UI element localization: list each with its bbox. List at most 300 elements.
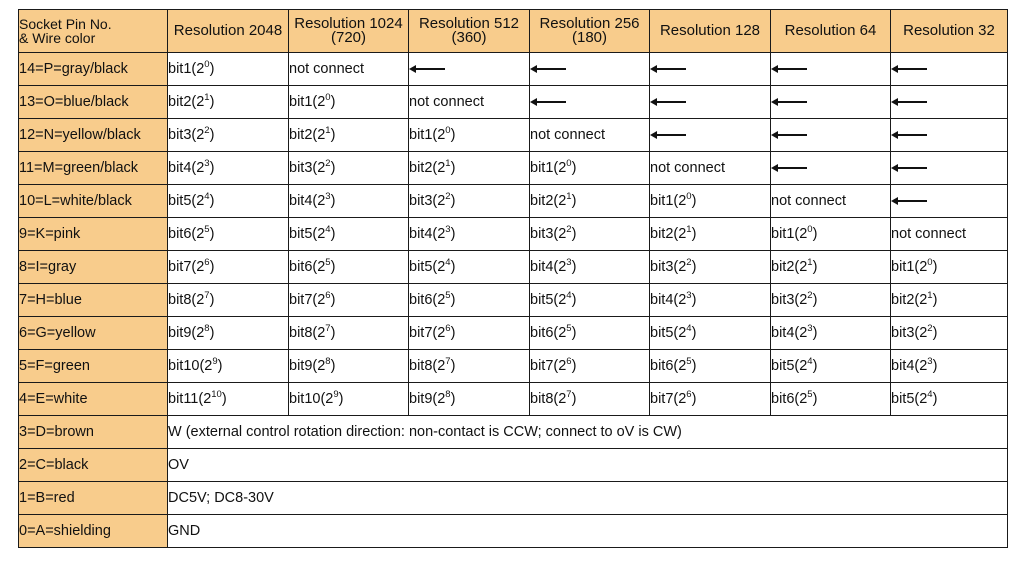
bit-close-paren: ) — [571, 292, 577, 308]
bit-label: bit3(2 — [771, 292, 808, 308]
bit-label: bit2(2 — [409, 160, 446, 176]
bit-close-paren: ) — [932, 292, 938, 308]
bit-exponent: 5 — [807, 389, 813, 400]
table-cell — [891, 251, 1008, 284]
pin-wire-label: 14=P=gray/black — [19, 53, 168, 86]
table-row — [19, 53, 1008, 86]
bit-exponent: 7 — [204, 290, 210, 301]
bit-label: bit4(2 — [409, 226, 446, 242]
bit-label: bit3(2 — [289, 160, 326, 176]
left-arrow-icon — [891, 131, 927, 139]
pin-wire-label: 2=C=black — [19, 449, 168, 482]
table-cell — [771, 350, 891, 383]
bit-close-paren: ) — [330, 226, 336, 242]
bit-exponent: 3 — [445, 224, 451, 235]
not-connect-label: not connect — [530, 127, 605, 143]
table-row — [19, 218, 1008, 251]
bit-exponent: 1 — [566, 191, 572, 202]
bit-label: bit4(2 — [650, 292, 687, 308]
left-arrow-icon — [771, 164, 807, 172]
left-arrow-icon — [891, 164, 927, 172]
table-row — [19, 350, 1008, 383]
bit-label: bit3(2 — [530, 226, 567, 242]
bit-exponent: 3 — [204, 158, 210, 169]
pin-resolution-table — [18, 9, 1008, 548]
table-cell — [771, 218, 891, 251]
bit-close-paren: ) — [571, 226, 577, 242]
bit-close-paren: ) — [450, 259, 456, 275]
table-cell — [650, 284, 771, 317]
bit-label: bit5(2 — [891, 391, 928, 407]
not-connect-label: not connect — [289, 61, 364, 77]
header-resolution-256: Resolution 256 (180) — [530, 10, 650, 53]
bit-close-paren: ) — [571, 259, 577, 275]
table-cell — [650, 53, 771, 86]
table-cell — [168, 317, 289, 350]
bit-close-paren: ) — [209, 226, 215, 242]
table-cell — [530, 284, 650, 317]
bit-label: bit3(2 — [650, 259, 687, 275]
table-cell — [289, 350, 409, 383]
table-cell — [530, 152, 650, 185]
bit-exponent: 3 — [325, 191, 331, 202]
table-cell — [891, 53, 1008, 86]
bit-close-paren: ) — [330, 94, 336, 110]
bit-exponent: 0 — [325, 92, 331, 103]
bit-label: bit9(2 — [168, 325, 205, 341]
table-cell — [409, 119, 530, 152]
not-connect-label: not connect — [650, 160, 725, 176]
bit-exponent: 4 — [445, 257, 451, 268]
table-cell — [530, 119, 650, 152]
bit-close-paren: ) — [450, 160, 456, 176]
bit-close-paren: ) — [691, 292, 697, 308]
bit-close-paren: ) — [450, 226, 456, 242]
bit-close-paren: ) — [691, 358, 697, 374]
bit-exponent: 8 — [204, 323, 210, 334]
bit-label: bit6(2 — [289, 259, 326, 275]
bit-close-paren: ) — [330, 259, 336, 275]
left-arrow-icon — [771, 131, 807, 139]
bit-close-paren: ) — [450, 325, 456, 341]
bit-label: bit7(2 — [409, 325, 446, 341]
table-cell — [409, 185, 530, 218]
left-arrow-icon — [891, 98, 927, 106]
bit-close-paren: ) — [571, 193, 577, 209]
bit-exponent: 6 — [325, 290, 331, 301]
bit-label: bit1(2 — [771, 226, 808, 242]
pin-function-description: GND — [168, 515, 1008, 548]
left-arrow-icon — [409, 65, 445, 73]
bit-exponent: 1 — [325, 125, 331, 136]
bit-exponent: 5 — [566, 323, 572, 334]
bit-label: bit7(2 — [650, 391, 687, 407]
bit-label: bit6(2 — [530, 325, 567, 341]
table-cell — [891, 86, 1008, 119]
left-arrow-icon — [650, 65, 686, 73]
bit-label: bit4(2 — [289, 193, 326, 209]
bit-exponent: 0 — [445, 125, 451, 136]
bit-close-paren: ) — [209, 259, 215, 275]
bit-label: bit2(2 — [891, 292, 928, 308]
table-cell — [891, 152, 1008, 185]
header-resolution-1024: Resolution 1024 (720) — [289, 10, 409, 53]
bit-label: bit5(2 — [168, 193, 205, 209]
bit-label: bit5(2 — [650, 325, 687, 341]
table-cell — [168, 185, 289, 218]
table-cell — [891, 119, 1008, 152]
header-resolution-64: Resolution 64 — [771, 10, 891, 53]
bit-exponent: 1 — [204, 92, 210, 103]
bit-label: bit4(2 — [891, 358, 928, 374]
bit-close-paren: ) — [209, 127, 215, 143]
bit-label: bit1(2 — [409, 127, 446, 143]
bit-label: bit4(2 — [168, 160, 205, 176]
table-cell — [771, 185, 891, 218]
table-cell — [650, 218, 771, 251]
bit-label: bit10(2 — [289, 391, 334, 407]
bit-close-paren: ) — [221, 391, 227, 407]
table-row — [19, 416, 1008, 449]
not-connect-label: not connect — [409, 94, 484, 110]
bit-exponent: 1 — [686, 224, 692, 235]
table-cell — [771, 119, 891, 152]
left-arrow-icon — [891, 197, 927, 205]
pin-wire-label: 6=G=yellow — [19, 317, 168, 350]
bit-close-paren: ) — [691, 391, 697, 407]
table-cell — [168, 53, 289, 86]
table-cell — [771, 317, 891, 350]
table-row — [19, 482, 1008, 515]
bit-close-paren: ) — [691, 193, 697, 209]
bit-close-paren: ) — [450, 127, 456, 143]
pin-wire-label: 12=N=yellow/black — [19, 119, 168, 152]
bit-label: bit8(2 — [168, 292, 205, 308]
pin-wire-label: 4=E=white — [19, 383, 168, 416]
bit-exponent: 5 — [325, 257, 331, 268]
bit-close-paren: ) — [571, 391, 577, 407]
table-cell — [771, 152, 891, 185]
table-row — [19, 515, 1008, 548]
table-cell — [891, 218, 1008, 251]
table-cell — [409, 383, 530, 416]
bit-exponent: 4 — [204, 191, 210, 202]
bit-close-paren: ) — [691, 259, 697, 275]
bit-close-paren: ) — [812, 358, 818, 374]
bit-close-paren: ) — [691, 226, 697, 242]
bit-exponent: 4 — [325, 224, 331, 235]
table-row — [19, 284, 1008, 317]
bit-exponent: 3 — [927, 356, 933, 367]
table-cell — [289, 317, 409, 350]
table-cell — [289, 119, 409, 152]
pin-wire-label: 10=L=white/black — [19, 185, 168, 218]
left-arrow-icon — [771, 98, 807, 106]
bit-label: bit2(2 — [289, 127, 326, 143]
bit-exponent: 5 — [686, 356, 692, 367]
bit-label: bit4(2 — [771, 325, 808, 341]
bit-exponent: 2 — [566, 224, 572, 235]
table-cell — [168, 284, 289, 317]
table-cell — [409, 317, 530, 350]
table-cell — [530, 86, 650, 119]
bit-exponent: 4 — [686, 323, 692, 334]
bit-label: bit3(2 — [409, 193, 446, 209]
bit-exponent: 4 — [566, 290, 572, 301]
bit-close-paren: ) — [209, 193, 215, 209]
left-arrow-icon — [530, 98, 566, 106]
table-row — [19, 383, 1008, 416]
bit-label: bit3(2 — [891, 325, 928, 341]
bit-exponent: 2 — [807, 290, 813, 301]
table-cell — [530, 218, 650, 251]
table-cell — [771, 251, 891, 284]
table-cell — [289, 383, 409, 416]
pin-wire-label: 0=A=shielding — [19, 515, 168, 548]
bit-exponent: 0 — [686, 191, 692, 202]
bit-label: bit7(2 — [168, 259, 205, 275]
table-row — [19, 86, 1008, 119]
bit-label: bit1(2 — [168, 61, 205, 77]
bit-exponent: 8 — [445, 389, 451, 400]
table-cell — [289, 152, 409, 185]
bit-close-paren: ) — [330, 127, 336, 143]
bit-label: bit6(2 — [409, 292, 446, 308]
table-cell — [650, 152, 771, 185]
bit-close-paren: ) — [812, 226, 818, 242]
pin-wire-label: 11=M=green/black — [19, 152, 168, 185]
bit-label: bit1(2 — [289, 94, 326, 110]
left-arrow-icon — [891, 65, 927, 73]
table-cell — [409, 350, 530, 383]
bit-label: bit8(2 — [289, 325, 326, 341]
table-cell — [530, 383, 650, 416]
bit-exponent: 10 — [211, 389, 222, 400]
pin-function-description: W (external control rotation direction: non-contact is CCW; connect to oV is CW) — [168, 416, 1008, 449]
table-cell — [168, 119, 289, 152]
table-cell — [409, 53, 530, 86]
table-cell — [289, 251, 409, 284]
table-cell — [409, 251, 530, 284]
bit-exponent: 8 — [325, 356, 331, 367]
bit-label: bit10(2 — [168, 358, 213, 374]
bit-label: bit2(2 — [168, 94, 205, 110]
bit-exponent: 2 — [686, 257, 692, 268]
bit-close-paren: ) — [932, 259, 938, 275]
bit-exponent: 0 — [927, 257, 933, 268]
bit-close-paren: ) — [209, 325, 215, 341]
bit-label: bit8(2 — [409, 358, 446, 374]
table-cell — [409, 218, 530, 251]
table-row — [19, 251, 1008, 284]
pin-wire-label: 9=K=pink — [19, 218, 168, 251]
bit-exponent: 3 — [807, 323, 813, 334]
table-cell — [771, 284, 891, 317]
bit-close-paren: ) — [330, 325, 336, 341]
bit-close-paren: ) — [932, 325, 938, 341]
header-resolution-512: Resolution 512 (360) — [409, 10, 530, 53]
bit-exponent: 6 — [566, 356, 572, 367]
bit-close-paren: ) — [209, 61, 215, 77]
header-resolution-2048: Resolution 2048 — [168, 10, 289, 53]
left-arrow-icon — [530, 65, 566, 73]
table-cell — [530, 53, 650, 86]
bit-exponent: 1 — [927, 290, 933, 301]
bit-close-paren: ) — [450, 358, 456, 374]
table-row — [19, 152, 1008, 185]
bit-close-paren: ) — [932, 391, 938, 407]
pin-wire-label: 3=D=brown — [19, 416, 168, 449]
pin-wire-label: 5=F=green — [19, 350, 168, 383]
bit-label: bit1(2 — [891, 259, 928, 275]
table-cell — [409, 86, 530, 119]
bit-exponent: 3 — [566, 257, 572, 268]
table-body — [19, 53, 1008, 548]
bit-exponent: 7 — [445, 356, 451, 367]
bit-exponent: 2 — [445, 191, 451, 202]
bit-exponent: 5 — [445, 290, 451, 301]
bit-exponent: 6 — [686, 389, 692, 400]
bit-exponent: 1 — [807, 257, 813, 268]
table-cell — [289, 86, 409, 119]
header-pin-column — [19, 10, 168, 53]
left-arrow-icon — [650, 131, 686, 139]
bit-label: bit7(2 — [530, 358, 567, 374]
table-cell — [891, 350, 1008, 383]
table-cell — [289, 218, 409, 251]
bit-label: bit9(2 — [289, 358, 326, 374]
bit-exponent: 2 — [927, 323, 933, 334]
bit-close-paren: ) — [209, 292, 215, 308]
table-cell — [409, 152, 530, 185]
bit-close-paren: ) — [330, 160, 336, 176]
header-pin-line1: Socket Pin No. — [19, 16, 112, 32]
pin-wire-label: 1=B=red — [19, 482, 168, 515]
bit-close-paren: ) — [217, 358, 223, 374]
table-cell — [168, 152, 289, 185]
bit-close-paren: ) — [571, 358, 577, 374]
bit-label: bit1(2 — [650, 193, 687, 209]
table-row — [19, 119, 1008, 152]
table-cell — [168, 218, 289, 251]
pin-wire-label: 8=I=gray — [19, 251, 168, 284]
bit-close-paren: ) — [812, 325, 818, 341]
bit-close-paren: ) — [571, 160, 577, 176]
bit-label: bit5(2 — [289, 226, 326, 242]
bit-close-paren: ) — [932, 358, 938, 374]
bit-exponent: 6 — [204, 257, 210, 268]
bit-label: bit5(2 — [771, 358, 808, 374]
table-cell — [650, 185, 771, 218]
table-cell — [771, 383, 891, 416]
table-cell — [891, 284, 1008, 317]
bit-label: bit5(2 — [530, 292, 567, 308]
bit-label: bit7(2 — [289, 292, 326, 308]
bit-exponent: 7 — [325, 323, 331, 334]
bit-exponent: 5 — [204, 224, 210, 235]
bit-label: bit2(2 — [771, 259, 808, 275]
not-connect-label: not connect — [771, 193, 846, 209]
bit-close-paren: ) — [209, 94, 215, 110]
bit-label: bit6(2 — [771, 391, 808, 407]
bit-label: bit8(2 — [530, 391, 567, 407]
bit-exponent: 4 — [807, 356, 813, 367]
bit-close-paren: ) — [812, 292, 818, 308]
bit-label: bit5(2 — [409, 259, 446, 275]
bit-close-paren: ) — [812, 259, 818, 275]
bit-close-paren: ) — [330, 358, 336, 374]
pin-wire-label: 7=H=blue — [19, 284, 168, 317]
bit-label: bit9(2 — [409, 391, 446, 407]
bit-exponent: 9 — [333, 389, 339, 400]
bit-exponent: 0 — [566, 158, 572, 169]
bit-label: bit4(2 — [530, 259, 567, 275]
pin-wire-label: 13=O=blue/black — [19, 86, 168, 119]
table-cell — [409, 284, 530, 317]
table-cell — [650, 119, 771, 152]
table-row — [19, 185, 1008, 218]
header-resolution-128: Resolution 128 — [650, 10, 771, 53]
left-arrow-icon — [771, 65, 807, 73]
bit-exponent: 0 — [807, 224, 813, 235]
bit-close-paren: ) — [330, 292, 336, 308]
left-arrow-icon — [650, 98, 686, 106]
bit-close-paren: ) — [450, 292, 456, 308]
table-cell — [530, 185, 650, 218]
bit-exponent: 0 — [204, 59, 210, 70]
table-cell — [771, 86, 891, 119]
table-cell — [168, 350, 289, 383]
bit-label: bit2(2 — [650, 226, 687, 242]
table-cell — [650, 251, 771, 284]
table-cell — [530, 251, 650, 284]
table-cell — [650, 317, 771, 350]
bit-label: bit11(2 — [168, 391, 212, 407]
bit-exponent: 2 — [204, 125, 210, 136]
table-cell — [289, 185, 409, 218]
table-row — [19, 317, 1008, 350]
header-resolution-32: Resolution 32 — [891, 10, 1008, 53]
header-row — [19, 10, 1008, 53]
bit-close-paren: ) — [450, 391, 456, 407]
bit-label: bit3(2 — [168, 127, 205, 143]
bit-close-paren: ) — [338, 391, 344, 407]
bit-label: bit6(2 — [168, 226, 205, 242]
bit-exponent: 9 — [212, 356, 218, 367]
bit-close-paren: ) — [812, 391, 818, 407]
bit-close-paren: ) — [571, 325, 577, 341]
bit-exponent: 4 — [927, 389, 933, 400]
pin-function-description: OV — [168, 449, 1008, 482]
table-cell — [168, 383, 289, 416]
table-cell — [650, 86, 771, 119]
bit-close-paren: ) — [209, 160, 215, 176]
pin-function-description: DC5V; DC8-30V — [168, 482, 1008, 515]
bit-close-paren: ) — [330, 193, 336, 209]
table-cell — [650, 350, 771, 383]
table-row — [19, 449, 1008, 482]
header-pin-line2: & Wire color — [19, 30, 96, 46]
table-cell — [891, 317, 1008, 350]
bit-exponent: 2 — [325, 158, 331, 169]
table-cell — [289, 284, 409, 317]
table-cell — [168, 251, 289, 284]
table-cell — [891, 185, 1008, 218]
table-cell — [289, 53, 409, 86]
bit-label: bit6(2 — [650, 358, 687, 374]
table-cell — [650, 383, 771, 416]
table-cell — [168, 86, 289, 119]
